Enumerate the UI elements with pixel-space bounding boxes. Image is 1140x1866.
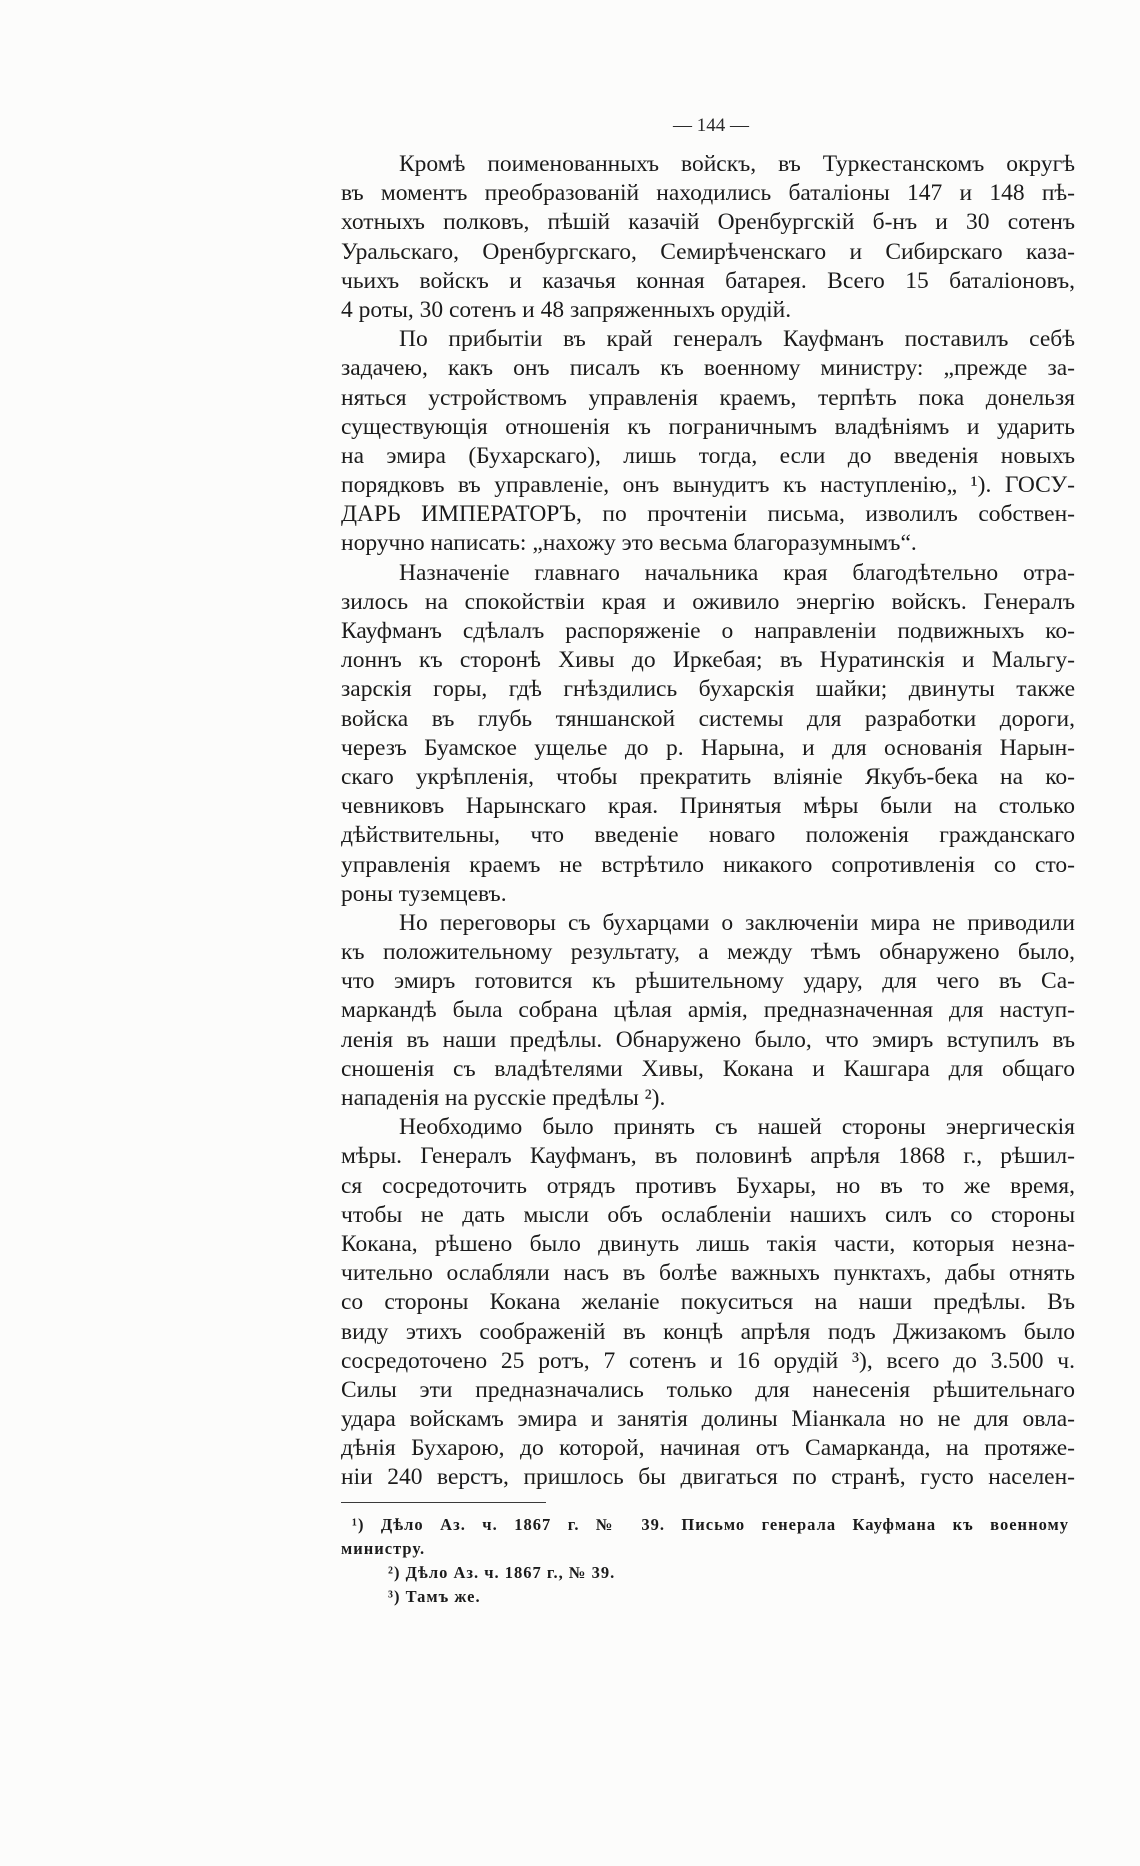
body-line: хотныхъ полковъ, пѣшій казачій Оренбургскій б-нъ и 30 сотенъ — [341, 209, 1075, 236]
footnote-1 — [341, 1513, 1069, 1561]
footnote-line: ³) Тамъ же. — [388, 1587, 481, 1606]
body-line: со стороны Кокана желаніе покуситься на наши предѣлы. Въ — [341, 1289, 1075, 1316]
body-line: черезъ Буамское ущелье до р. Нарына, и для основанія Нарын- — [341, 734, 1075, 761]
body-line: управленія краемъ не встрѣтило никакого сопротивленія со сто- — [341, 851, 1075, 878]
body-line: зилось на спокойствіи края и оживило энергію войскъ. Генералъ — [341, 588, 1075, 615]
body-line: ленія въ наши предѣлы. Обнаружено было, что эмиръ вступилъ въ — [341, 1026, 1075, 1053]
body-line: Уральскаго, Оренбургскаго, Семирѣченскаго и Сибирскаго каза- — [341, 238, 1075, 265]
body-line: Силы эти предназначались только для нанесенія рѣшительнаго — [341, 1376, 1075, 1403]
paragraph-1 — [341, 150, 1075, 325]
body-line: сосредоточено 25 ротъ, 7 сотенъ и 16 орудій ³), всего до 3.500 ч. — [341, 1347, 1075, 1374]
body-line: удара войскамъ эмира и занятія долины Міанкала но не для овла- — [341, 1406, 1075, 1433]
body-line: ніи 240 верстъ, пришлось бы двигаться по странѣ, густо населен- — [341, 1464, 1075, 1491]
body-line: лоннъ къ сторонѣ Хивы до Иркебая; въ Нуратинскія и Мальгу- — [341, 647, 1075, 674]
body-line: ДАРЬ ИМПЕРАТОРЪ, по прочтеніи письма, изволилъ собствен- — [341, 501, 1075, 528]
footnote-line: ¹) Дѣло Аз. ч. 1867 г. № 39. Письмо генерала Кауфмана къ военному — [352, 1515, 1069, 1534]
body-line: Назначеніе главнаго начальника края благодѣтельно отра- — [399, 559, 1075, 586]
body-line: чевниковъ Нарынскаго края. Принятыя мѣры были на столько — [341, 793, 1075, 820]
body-line: Кауфманъ сдѣлалъ распоряженіе о направленіи подвижныхъ ко- — [341, 618, 1075, 644]
body-line: нападенія на русскіе предѣлы ²). — [341, 1085, 666, 1111]
body-line: роны туземцевъ. — [341, 880, 507, 907]
footnotes — [341, 1513, 1069, 1609]
body-text — [341, 150, 1075, 1493]
body-line: мѣры. Генералъ Кауфманъ, въ половинѣ апрѣля 1868 г., рѣшил- — [341, 1143, 1075, 1170]
body-line: что эмиръ готовится къ рѣшительному удару, для чего въ Са- — [341, 968, 1075, 995]
body-line: Кромѣ поименованныхъ войскъ, въ Туркестанскомъ округѣ — [399, 151, 1075, 177]
footnote-3 — [341, 1585, 1069, 1609]
body-line: Кокана, рѣшено было двинуть лишь такія части, которыя незна- — [341, 1230, 1075, 1257]
body-line: на эмира (Бухарскаго), лишь тогда, если до введенія новыхъ — [341, 442, 1075, 469]
body-line: виду этихъ соображеній въ концѣ апрѣля подъ Джизакомъ было — [341, 1318, 1075, 1345]
body-line: дѣйствительны, что введеніе новаго положенія гражданскаго — [341, 822, 1075, 849]
body-line: существующія отношенія къ пограничнымъ владѣніямъ и ударить — [341, 413, 1075, 440]
body-line: норучно написать: „нахожу это весьма благоразумнымъ“. — [341, 530, 917, 557]
body-line: чительно ослабляли насъ въ болѣе важныхъ пунктахъ, дабы отнять — [341, 1260, 1075, 1287]
body-line: чьихъ войскъ и казачья конная батарея. Всего 15 баталіоновъ, — [341, 267, 1075, 294]
body-line: къ положительному результату, а между тѣмъ обнаружено было, — [341, 939, 1075, 966]
body-line: ся сосредоточить отрядъ противъ Бухары, но въ то же время, — [341, 1172, 1075, 1199]
page-number: — 144 — — [673, 115, 749, 136]
body-line: зарскія горы, гдѣ гнѣздились бухарскія шайки; двинуты также — [341, 676, 1075, 703]
body-line: дѣнія Бухарою, до которой, начиная отъ Самарканда, на протяже- — [341, 1435, 1075, 1462]
paragraph-5 — [341, 1113, 1075, 1492]
body-line: Но переговоры съ бухарцами о заключеніи мира не приводили — [399, 909, 1075, 936]
body-line: няться устройствомъ управленія краемъ, терпѣть пока донельзя — [341, 384, 1075, 411]
footnote-2 — [341, 1561, 1069, 1585]
body-line: Необходимо было принять съ нашей стороны энергическія — [399, 1114, 1075, 1141]
body-line: 4 роты, 30 сотенъ и 48 запряженныхъ орудій. — [341, 296, 792, 323]
body-line: По прибытіи въ край генералъ Кауфманъ поставилъ себѣ — [399, 326, 1075, 353]
body-line: войска въ глубь тяншанской системы для разработки дороги, — [341, 705, 1075, 732]
body-line: чтобы не дать мысли объ ослабленіи нашихъ силъ со стороны — [341, 1201, 1075, 1228]
paragraph-3 — [341, 559, 1075, 909]
body-line: порядковъ въ управленіе, онъ вынудитъ къ наступленію„ ¹). ГОСУ- — [341, 472, 1075, 499]
body-line: маркандѣ была собрана цѣлая армія, предназначенная для наступ- — [341, 997, 1075, 1024]
body-line: скаго укрѣпленія, чтобы прекратить вліяніе Якубъ-бека на ко- — [341, 763, 1075, 790]
paragraph-4 — [341, 909, 1075, 1113]
body-line: сношенія съ владѣтелями Хивы, Кокана и Кашгара для общаго — [341, 1055, 1075, 1082]
footnote-divider — [341, 1502, 546, 1503]
body-line: задачею, какъ онъ писалъ къ военному министру: „прежде за- — [341, 355, 1075, 382]
body-line: въ моментъ преобразованій находились баталіоны 147 и 148 пѣ- — [341, 180, 1075, 207]
footnote-line: ²) Дѣло Аз. ч. 1867 г., № 39. — [388, 1563, 616, 1582]
paragraph-2 — [341, 325, 1075, 559]
footnote-line: министру. — [341, 1539, 426, 1558]
